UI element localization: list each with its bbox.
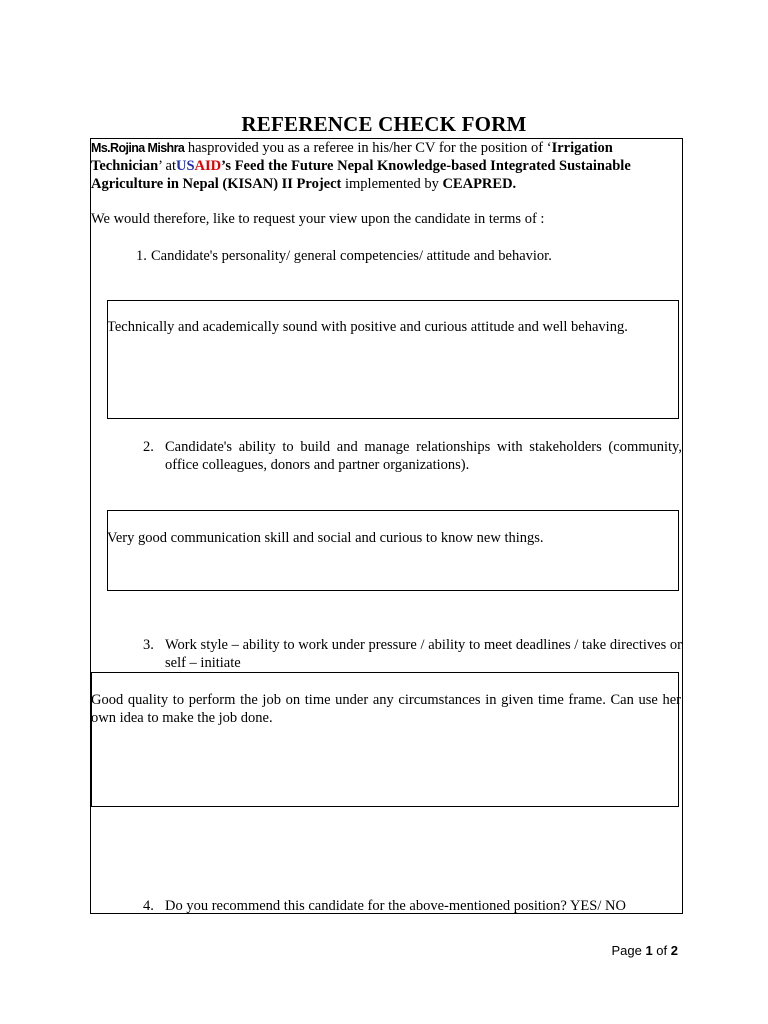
answer-3-text: Good quality to perform the job on time under any circumstances in given time frame. Can use her own idea to make the job done. (91, 692, 681, 726)
question-1-text: Candidate's personality/ general competencies/ attitude and behavior. (151, 248, 552, 264)
of-label: of (652, 943, 671, 958)
answer-2-box[interactable] (107, 510, 679, 591)
project-name: ’s Feed the Future Nepal Knowledge-based Integrated Sustainable Agriculture in Nepal (KISAN) II Project (91, 158, 631, 192)
implementer-name: CEAPRED. (442, 176, 517, 192)
page-total: 2 (670, 943, 678, 958)
question-3-number: 3. (143, 637, 154, 653)
answer-2-text: Very good communication skill and social and curious to know new things. (107, 530, 544, 546)
page-label: Page (611, 943, 646, 958)
page-footer (611, 943, 678, 958)
question-4-number: 4. (143, 898, 154, 914)
question-3-text: Work style – ability to work under pressure / ability to meet deadlines / take directives or self – initiate (165, 637, 682, 671)
intro-paragraph (91, 139, 681, 193)
question-1-number: 1. (136, 248, 147, 264)
answer-1-text: Technically and academically sound with positive and curious attitude and well behaving. (107, 319, 628, 335)
question-2-number: 2. (143, 439, 154, 455)
org-aid: AID (194, 158, 222, 174)
position-name: Irrigation Technician (91, 140, 613, 174)
org-us: US (176, 158, 195, 174)
request-text: We would therefore, like to request your view upon the candidate in terms of : (91, 211, 545, 227)
intro-text-3: implemented by (341, 176, 443, 192)
question-2-text: Candidate's ability to build and manage relationships with stakeholders (community, office colleagues, donors and partner organizations). (165, 439, 682, 473)
intro-text-1: hasprovided you as a referee in his/her CV for the position of ‘ (184, 140, 552, 156)
candidate-name: Ms.Rojina Mishra (91, 141, 185, 155)
intro-text-2: ’ at (158, 158, 176, 174)
question-4-text: Do you recommend this candidate for the above-mentioned position? YES/ NO (165, 898, 626, 914)
page-current: 1 (645, 943, 653, 958)
form-title: REFERENCE CHECK FORM (241, 112, 527, 136)
